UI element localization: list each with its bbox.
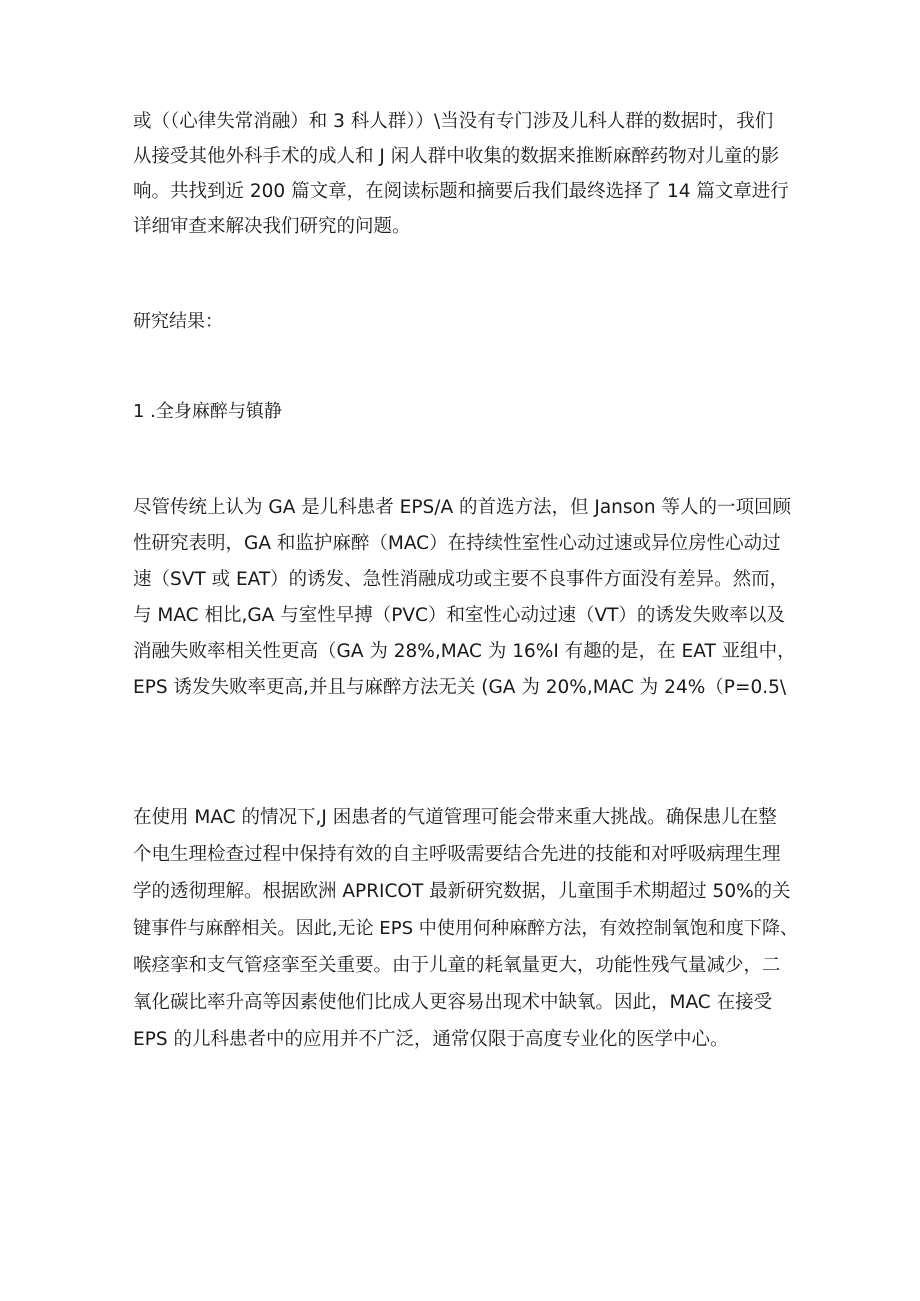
text-line: 响。共找到近 200 篇文章，在阅读标题和摘要后我们最终选择了 14 篇文章进行 xyxy=(133,181,789,202)
text-line: 或（（心律失常消融）和 3 科人群））\当没有专门涉及儿科人群的数据时，我们 xyxy=(133,111,774,132)
text-line: 喉痉挛和支气管痉挛至关重要。由于儿童的耗氧量更大，功能性残气量减少，二 xyxy=(133,955,781,976)
intro-paragraph xyxy=(133,104,793,244)
text-line: 氧化碳比率升高等因素使他们比成人更容易出现术中缺氧。因此，MAC 在接受 xyxy=(133,992,773,1013)
subsection-title: 1 .全身麻醉与镇静 xyxy=(133,401,282,422)
text-line: EPS 的儿科患者中的应用并不广泛，通常仅限于高度专业化的医学中心。 xyxy=(133,1029,729,1050)
ga-paragraph xyxy=(133,490,796,706)
text-line: 性研究表明，GA 和监护麻醉（MAC）在持续性室性心动过速或异位房性心动过 xyxy=(133,533,781,554)
text-line: 尽管传统上认为 GA 是儿科患者 EPS/A 的首选方法，但 Janson 等人的一项回顾 xyxy=(133,497,791,518)
subsection-heading xyxy=(133,394,793,429)
mac-paragraph xyxy=(133,799,799,1058)
text-line: 消融失败率相关性更高（GA 为 28%,MAC 为 16%I 有趣的是，在 EAT 亚组中， xyxy=(133,641,796,662)
text-line: EPS 诱发失败率更高,并且与麻醉方法无关 (GA 为 20%,MAC 为 24%（P=0.5\ xyxy=(133,677,787,698)
text-line: 详细审查来解决我们研究的问题。 xyxy=(133,216,411,237)
text-line: 从接受其他外科手术的成人和 J 闲人群中收集的数据来推断麻醉药物对儿童的影 xyxy=(133,146,780,167)
text-line: 个电生理检查过程中保持有效的自主呼吸需要结合先进的技能和对呼吸病理生理 xyxy=(133,844,781,865)
results-heading xyxy=(133,304,793,339)
text-line: 学的透彻理解。根据欧洲 APRICOT 最新研究数据，儿童围手术期超过 50%的关 xyxy=(133,881,791,902)
text-line: 键事件与麻醉相关。因此,无论 EPS 中使用何种麻醉方法，有效控制氧饱和度下降、 xyxy=(133,918,799,939)
text-line: 与 MAC 相比,GA 与室性早搏（PVC）和室性心动过速（VT）的诱发失败率以及 xyxy=(133,605,785,626)
section-heading: 研究结果： xyxy=(133,311,223,332)
text-line: 速（SVT 或 EAT）的诱发、急性消融成功或主要不良事件方面没有差异。然而， xyxy=(133,569,789,590)
text-line: 在使用 MAC 的情况下,J 困患者的气道管理可能会带来重大挑战。确保患儿在整 xyxy=(133,807,777,828)
